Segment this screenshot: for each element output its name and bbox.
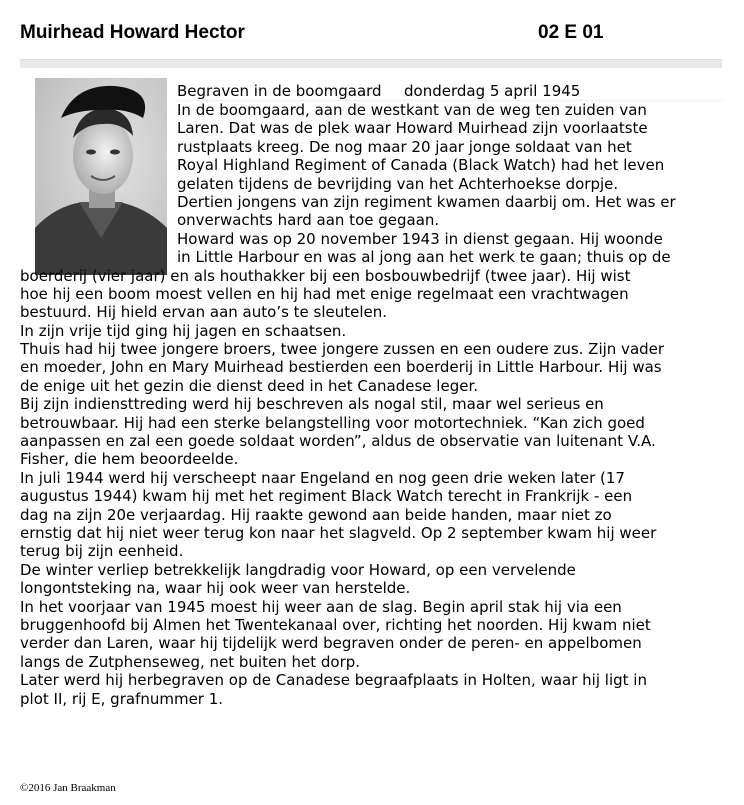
text-line: In juli 1944 werd hij verscheept naar Engeland en nog geen drie weken later (17 [20,468,625,487]
text-line: In zijn vrije tijd ging hij jagen en schaatsen. [20,321,347,340]
text-line: In het voorjaar van 1945 moest hij weer aan de slag. Begin april stak hij via een [20,597,622,616]
text-line: de enige uit het gezin die dienst deed in het Canadese leger. [20,376,479,395]
text-line: Dertien jongens van zijn regiment kwamen daarbij om. Het was er [177,192,676,211]
text-line: Fisher, die hem beoordeelde. [20,450,239,469]
text-line: betrouwbaar. Hij had een sterke belangstelling voor motortechniek. “Kan zich goed [20,413,645,432]
text-line: ernstig dat hij niet weer terug kon naar het slagveld. Op 2 september kwam hij weer [20,523,657,542]
text-line: hoe hij een boom moest vellen en hij had met enige regelmaat een vrachtwagen [20,284,629,303]
grave-code: 02 E 01 [538,22,604,43]
text-line: Bij zijn indiensttreding werd hij beschreven als nogal stil, maar wel serieus en [20,395,604,414]
text-line: gelaten tijdens de bevrijding van het Achterhoekse dorpje. [177,174,619,193]
text-line: in Little Harbour en was al jong aan het werk te gaan; thuis op de [177,248,671,267]
burial-date: donderdag 5 april 1945 [404,82,581,100]
text-line: bestuurd. Hij hield ervan aan auto’s te sleutelen. [20,303,388,322]
text-line: boerderij (vier jaar) en als houthakker bij een bosbouwbedrijf (twee jaar). Hij wist [20,266,631,285]
text-line: Thuis had hij twee jongere broers, twee jongere zussen en een oudere zus. Zijn vader [20,340,665,359]
text-line: verder dan Laren, waar hij tijdelijk werd begraven onder de peren- en appelbomen [20,634,642,653]
text-line: rustplaats kreeg. De nog maar 20 jaar jonge soldaat van het [177,137,632,156]
text-line: bruggenhoofd bij Almen het Twentekanaal over, richting het noorden. Hij kwam niet [20,615,651,634]
text-line: onverwachts hard aan toe gegaan. [177,211,440,230]
burial-place: Begraven in de boomgaard [177,82,382,100]
text-line: Laren. Dat was de plek waar Howard Muirhead zijn voorlaatste [177,119,648,138]
page-header [20,22,720,48]
soldier-name: Muirhead Howard Hector [20,22,245,43]
text-line: longontsteking na, waar hij ook weer van herstelde. [20,579,411,598]
text-line: Royal Highland Regiment of Canada (Black Watch) had het leven [177,156,665,175]
copyright-footer: ©2016 Jan Braakman [20,782,116,794]
text-line: terug bij zijn eenheid. [20,542,184,561]
text-line: langs de Zutphenseweg, net buiten het dorp. [20,652,361,671]
biography-text [20,101,728,708]
text-line: en moeder, John en Mary Muirhead bestierden een boerderij in Little Harbour. Hij was [20,358,662,377]
text-line: Later werd hij herbegraven op de Canadese begraafplaats in Holten, waar hij ligt in [20,671,647,690]
text-line: augustus 1944) kwam hij met het regiment Black Watch terecht in Frankrijk - een [20,487,633,506]
text-line: dag na zijn 20e verjaardag. Hij raakte gewond aan beide handen, maar niet zo [20,505,612,524]
text-line: plot II, rij E, grafnummer 1. [20,689,224,708]
burial-intro [177,82,722,101]
text-line: De winter verliep betrekkelijk langdradig voor Howard, op een vervelende [20,560,576,579]
text-line: aanpassen en zal een goede soldaat worden”, aldus de observatie van luitenant V.A. [20,432,656,451]
text-line: Howard was op 20 november 1943 in dienst gegaan. Hij woonde [177,229,663,248]
text-line: In de boomgaard, aan de westkant van de weg ten zuiden van [177,101,647,119]
header-divider [20,59,722,68]
